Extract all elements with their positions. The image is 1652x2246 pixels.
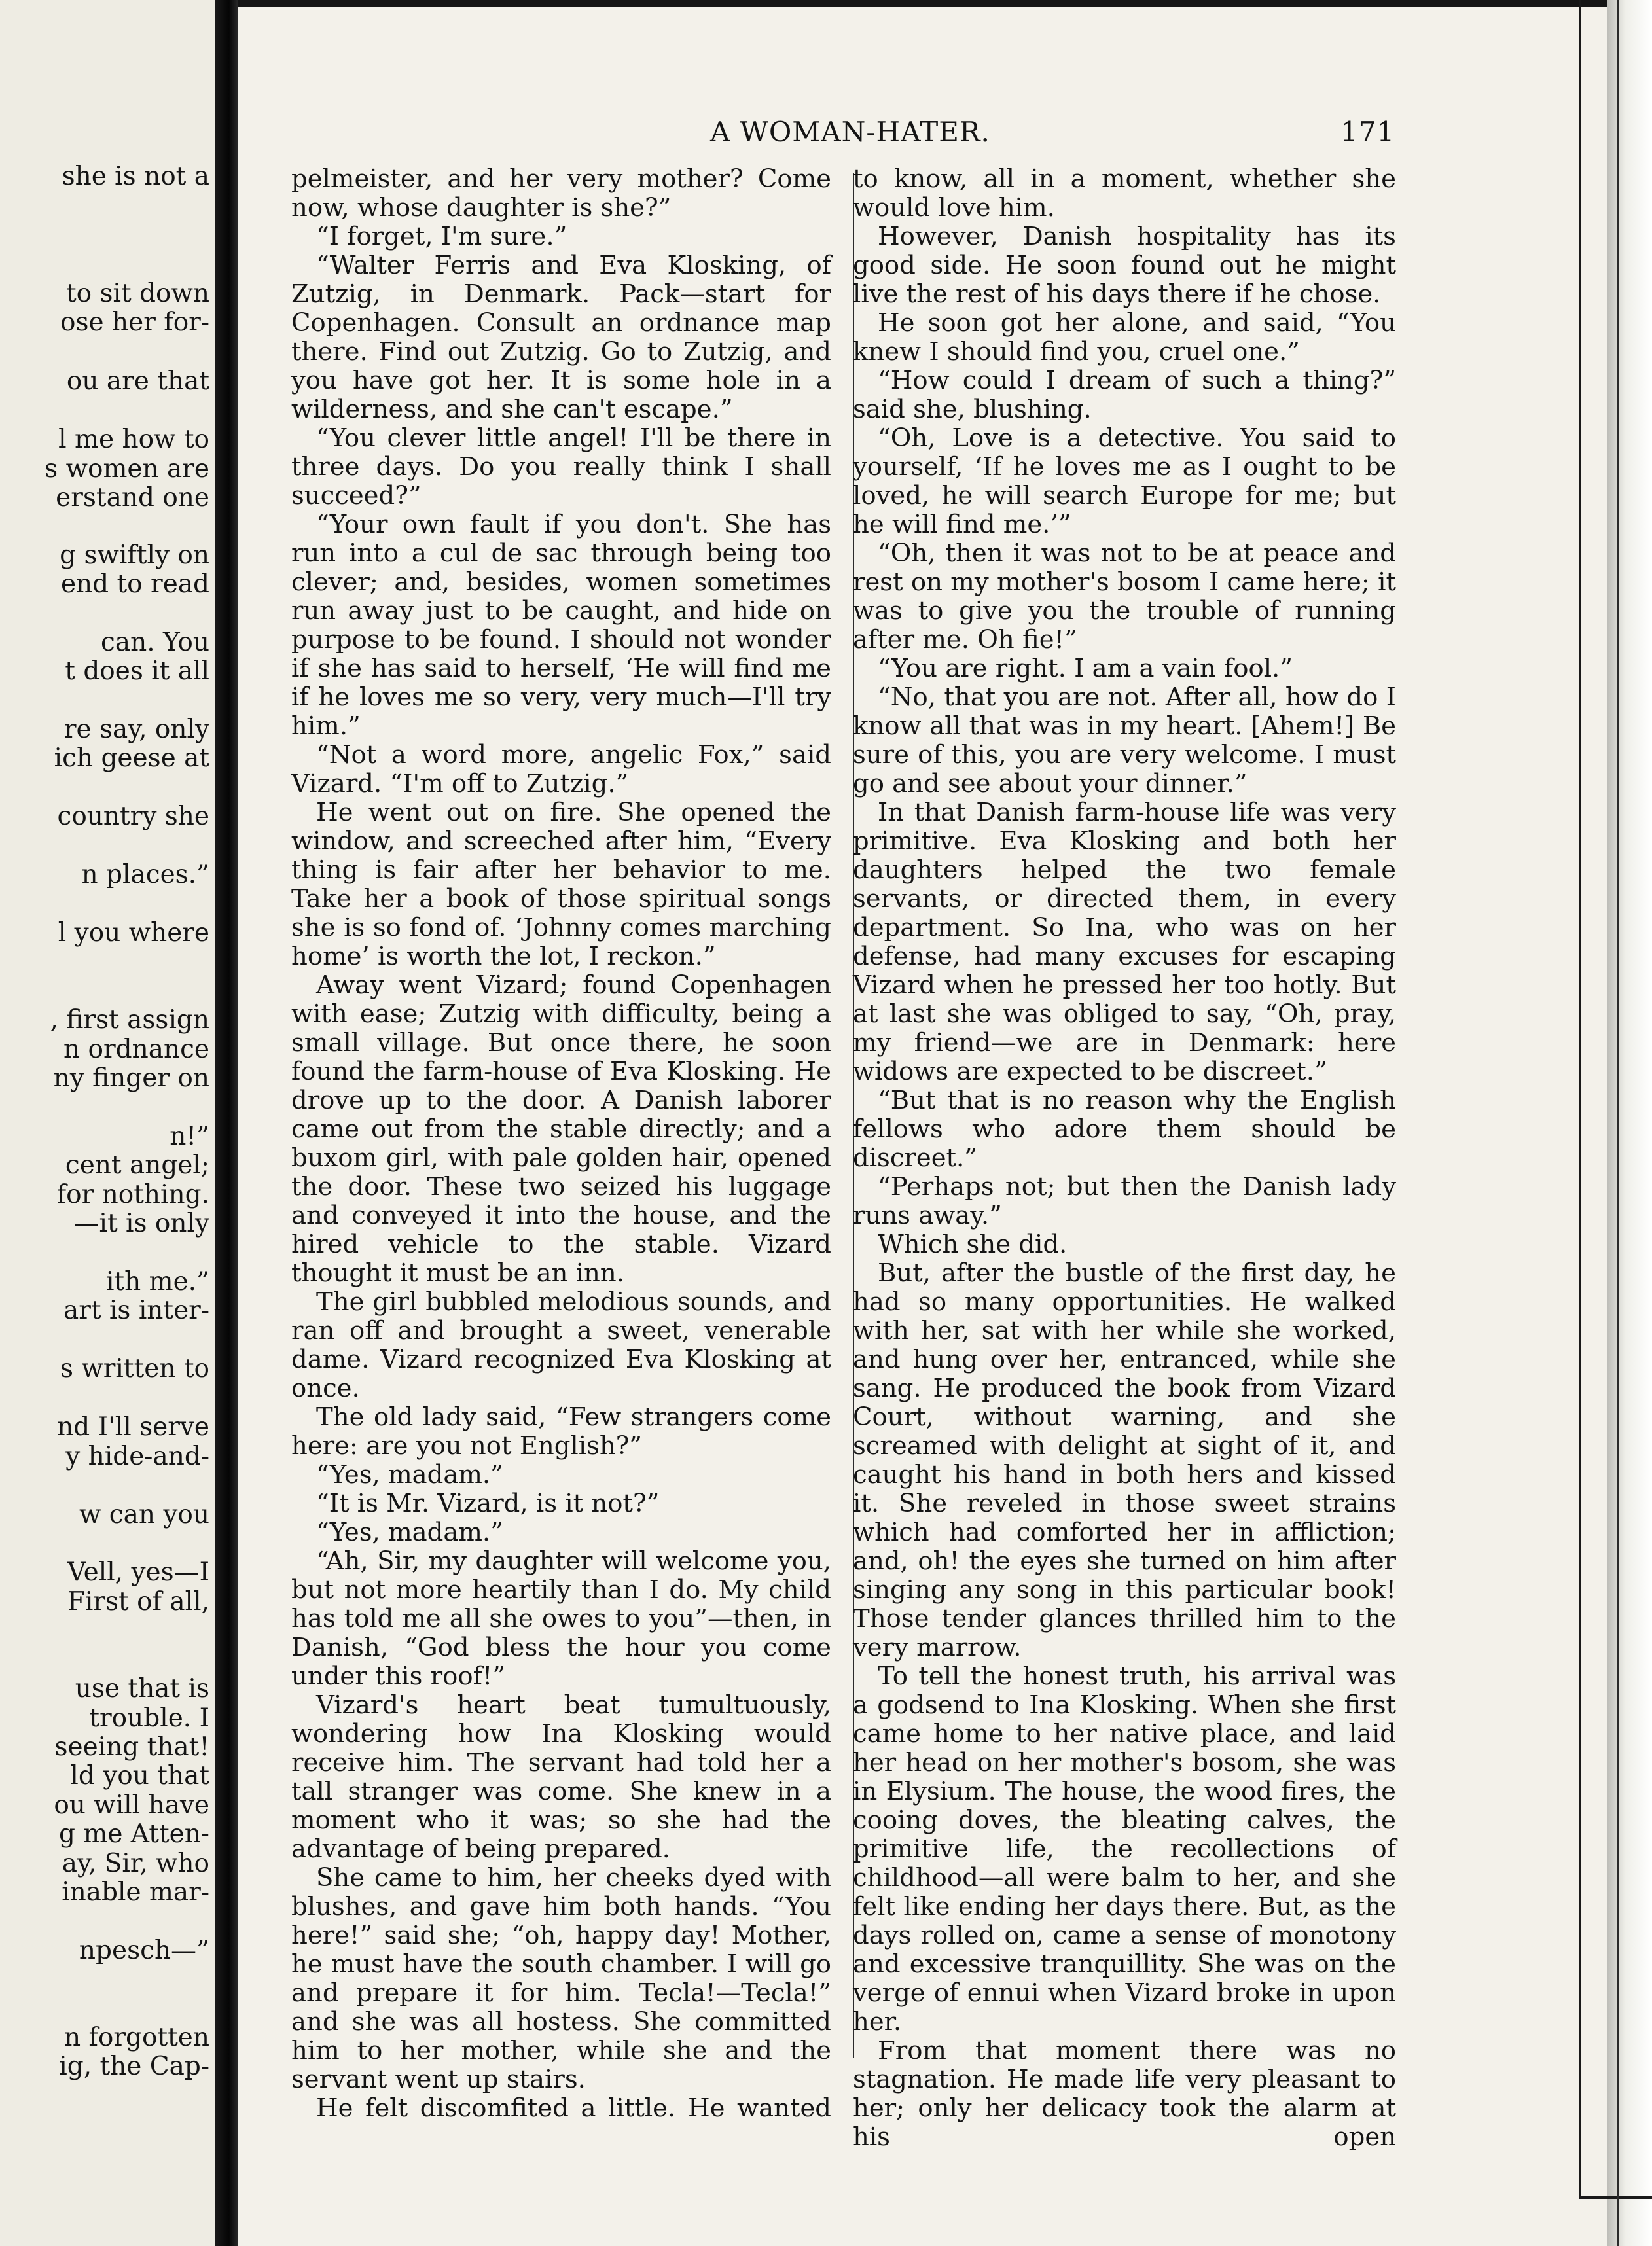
left-page-fragment: y hide-and-: [65, 1442, 209, 1471]
paragraph: In that Danish farm-house life was very primitive. Eva Klosking and both her daughters helped the two female servants, or directed them, in every department. So Ina, who was on her defense, had many excuses for escaping Vizard when he pressed her too hotly. But at last she was obliged to say, “Oh, pray, my friend—we are in Denmark: here widows are expected to be discreet.”: [853, 798, 1396, 1086]
paragraph: pelmeister, and her very mother? Come now, whose daughter is she?”: [291, 164, 831, 223]
running-head: A WOMAN-HATER.: [710, 116, 990, 148]
left-page-fragment: re say, only: [63, 715, 209, 744]
left-page-fragment: ld you that: [70, 1761, 209, 1791]
left-page-fragment: n ordnance: [63, 1035, 209, 1064]
left-page-fragment: ou are that: [66, 366, 209, 396]
paragraph: The old lady said, “Few strangers come here: are you not English?”: [291, 1402, 831, 1461]
page-number: 171: [1340, 116, 1395, 148]
left-page-fragment: art is inter-: [63, 1296, 209, 1325]
left-page-fragment: l me how to: [58, 425, 209, 454]
left-page-fragment: s written to: [60, 1354, 209, 1383]
left-page-fragment: trouble. I: [89, 1703, 209, 1733]
paragraph: “Yes, madam.”: [316, 1460, 503, 1489]
scan-top-shadow: [215, 0, 1652, 7]
book-gutter: [215, 0, 238, 2246]
paragraph: The girl bubbled melodious sounds, and ran off and brought a sweet, venerable dame. Vizard recognized Eva Klosking at once.: [291, 1287, 831, 1403]
left-page-fragment: First of all,: [67, 1587, 209, 1616]
paragraph: “You clever little angel! I'll be there in three days. Do you really think I shall succeed?”: [291, 423, 831, 510]
left-page-fragment: g me Atten-: [58, 1819, 209, 1849]
paragraph: He went out on fire. She opened the window, and screeched after him, “Every thing is fair after her behavior to me. Take her a book of those spiritual songs she is so fond of. ‘Johnny comes marching home’ is worth the lot, I reckon.”: [291, 798, 831, 971]
left-page-fragment: seeing that!: [54, 1732, 209, 1762]
paragraph: Away went Vizard; found Copenhagen with ease; Zutzig with difficulty, being a small village. But once there, he soon found the farm-house of Eva Klosking. He drove up to the door. A Danish laborer came out from the stable directly; and a buxom girl, with pale golden hair, opened the door. These two seized his luggage and conveyed it into the house, and the hired vehicle to the stable. Vizard thought it must be an inn.: [291, 971, 831, 1288]
left-page-fragment: w can you: [79, 1500, 209, 1529]
paragraph: “Perhaps not; but then the Danish lady runs away.”: [853, 1172, 1396, 1230]
left-page-fragment: , first assign: [50, 1005, 209, 1035]
left-page-fragment: nd I'll serve: [57, 1412, 209, 1442]
paragraph: “How could I dream of such a thing?” said she, blushing.: [853, 366, 1396, 424]
left-page-fragment: npesch—”: [79, 1936, 209, 1965]
left-page-fragment: n forgotten: [63, 2023, 209, 2052]
left-page-fragment: Vell, yes—I: [67, 1558, 209, 1587]
paragraph: Which she did.: [878, 1230, 1068, 1259]
paragraph: “Walter Ferris and Eva Klosking, of Zutzig, in Denmark. Pack—start for Copenhagen. Consult an ordnance map there. Find out Zutzig. Go to Zutzig, and you have got her. It is some hole in a wilderness, and she can't escape.”: [291, 251, 831, 424]
text-column-left: [291, 165, 831, 2123]
left-page-fragment: ith me.”: [105, 1267, 209, 1296]
paragraph: However, Danish hospitality has its good side. He soon found out he might live the rest of his days there if he chose.: [853, 222, 1396, 309]
text-column-right: [853, 165, 1396, 2152]
page-bottom-edge-line: [1579, 2196, 1652, 2199]
page-edge-line: [1579, 0, 1581, 2199]
left-page-fragment: ich geese at: [54, 743, 209, 773]
left-page-fragment: ay, Sir, who: [62, 1849, 209, 1878]
left-page-fragment: to sit down: [65, 279, 209, 308]
paragraph: “Your own fault if you don't. She has run into a cul de sac through being too clever; and, besides, women sometimes run away just to be caught, and hide on purpose to be found. I should not wonder if she has said to herself, ‘He will find me if he loves me so very, very much—I'll try him.”: [291, 510, 831, 741]
paragraph: To tell the honest truth, his arrival was a godsend to Ina Klosking. When she first came home to her native place, and laid her head on her mother's bosom, she was in Elysium. The house, the wood fires, the cooing doves, the bleating calves, the primitive life, the recollections of childhood—all were balm to her, and she felt like ending her days there. But, as the days rolled on, came a sense of monotony and excessive tranquillity. She was on the verge of ennui when Vizard broke in upon her.: [853, 1662, 1396, 2037]
paragraph: “Ah, Sir, my daughter will welcome you, but not more heartily than I do. My child has told me all she owes to you”—then, in Danish, “God bless the hour you come under this roof!”: [291, 1546, 831, 1691]
left-page-fragment: s women are: [45, 454, 209, 484]
paragraph: “It is Mr. Vizard, is it not?”: [316, 1489, 660, 1518]
left-page-fragment: ny finger on: [53, 1063, 209, 1093]
paragraph: He soon got her alone, and said, “You knew I should find you, cruel one.”: [853, 308, 1396, 366]
left-page-fragment: t does it all: [65, 656, 209, 686]
left-page-fragment: n!”: [170, 1122, 209, 1151]
left-page-fragment: —it is only: [73, 1209, 209, 1238]
left-page-fragment: use that is: [75, 1674, 209, 1703]
paragraph: “Yes, madam.”: [316, 1518, 503, 1547]
page-edge: [1607, 0, 1652, 2246]
left-page-fragment: inable mar-: [62, 1878, 209, 1907]
left-page-fragment: g swiftly on: [60, 541, 209, 570]
left-page-fragment: she is not a: [62, 162, 209, 191]
left-page-fragment: erstand one: [56, 483, 209, 512]
left-facing-page: [0, 0, 215, 2246]
page-right-edge-line: [1617, 0, 1619, 2246]
left-page-fragment: n places.”: [81, 860, 209, 889]
left-page-fragment: country she: [57, 802, 209, 831]
paragraph: From that moment there was no stagnation. He made life very pleasant to her; only her delicacy took the alarm at his open: [853, 2036, 1396, 2152]
left-page-fragment: can. You: [101, 628, 209, 657]
paragraph: to know, all in a moment, whether she would love him.: [853, 164, 1396, 223]
paragraph: “Oh, then it was not to be at peace and rest on my mother's bosom I came here; it was to give you the trouble of running after me. Oh fie!”: [853, 539, 1396, 654]
left-page-fragment: ig, the Cap-: [59, 2052, 209, 2081]
paragraph: “No, that you are not. After all, how do I know all that was in my heart. [Ahem!] Be sure of this, you are very welcome. I must go and see about your dinner.”: [853, 683, 1396, 798]
left-page-fragment: for nothing.: [56, 1180, 209, 1209]
paragraph: Vizard's heart beat tumultuously, wondering how Ina Klosking would receive him. The servant had told her a tall stranger was come. She knew in a moment who it was; so she had the advantage of being prepared.: [291, 1690, 831, 1864]
left-page-fragment: cent angel;: [65, 1150, 209, 1180]
paragraph: “I forget, I'm sure.”: [316, 222, 567, 251]
paragraph: “You are right. I am a vain fool.”: [878, 654, 1293, 683]
left-page-fragment: end to read: [60, 569, 209, 599]
paragraph: “But that is no reason why the English fellows who adore them should be discreet.”: [853, 1086, 1396, 1173]
left-page-fragment: ou will have: [54, 1791, 209, 1820]
left-page-fragment: ose her for-: [60, 308, 209, 337]
left-page-fragment: l you where: [58, 918, 209, 948]
paragraph: “Not a word more, angelic Fox,” said Vizard. “I'm off to Zutzig.”: [291, 740, 831, 798]
paragraph: She came to him, her cheeks dyed with blushes, and gave him both hands. “You here!” said she; “oh, happy day! Mother, he must have the south chamber. I will go and prepare it for him. Tecla!—Tecla!” and she was all hostess. She committed him to her mother, while she and the servant went up stairs.: [291, 1863, 831, 2094]
paragraph: He felt discomfited a little. He wanted: [316, 2094, 831, 2123]
paragraph: But, after the bustle of the first day, he had so many opportunities. He walked with her, sat with her while she worked, and hung over her, entranced, while she sang. He produced the book from Vizard Court, without warning, and she screamed with delight at sight of it, and caught his hand in both hers and kissed it. She reveled in those sweet strains which had comforted her in affliction; and, oh! the eyes she turned on him after singing any song in this particular book! Those tender glances thrilled him to the very marrow.: [853, 1258, 1396, 1662]
paragraph: “Oh, Love is a detective. You said to yourself, ‘If he loves me as I ought to be loved, he will search Europe for me; but he will find me.’”: [853, 423, 1396, 539]
